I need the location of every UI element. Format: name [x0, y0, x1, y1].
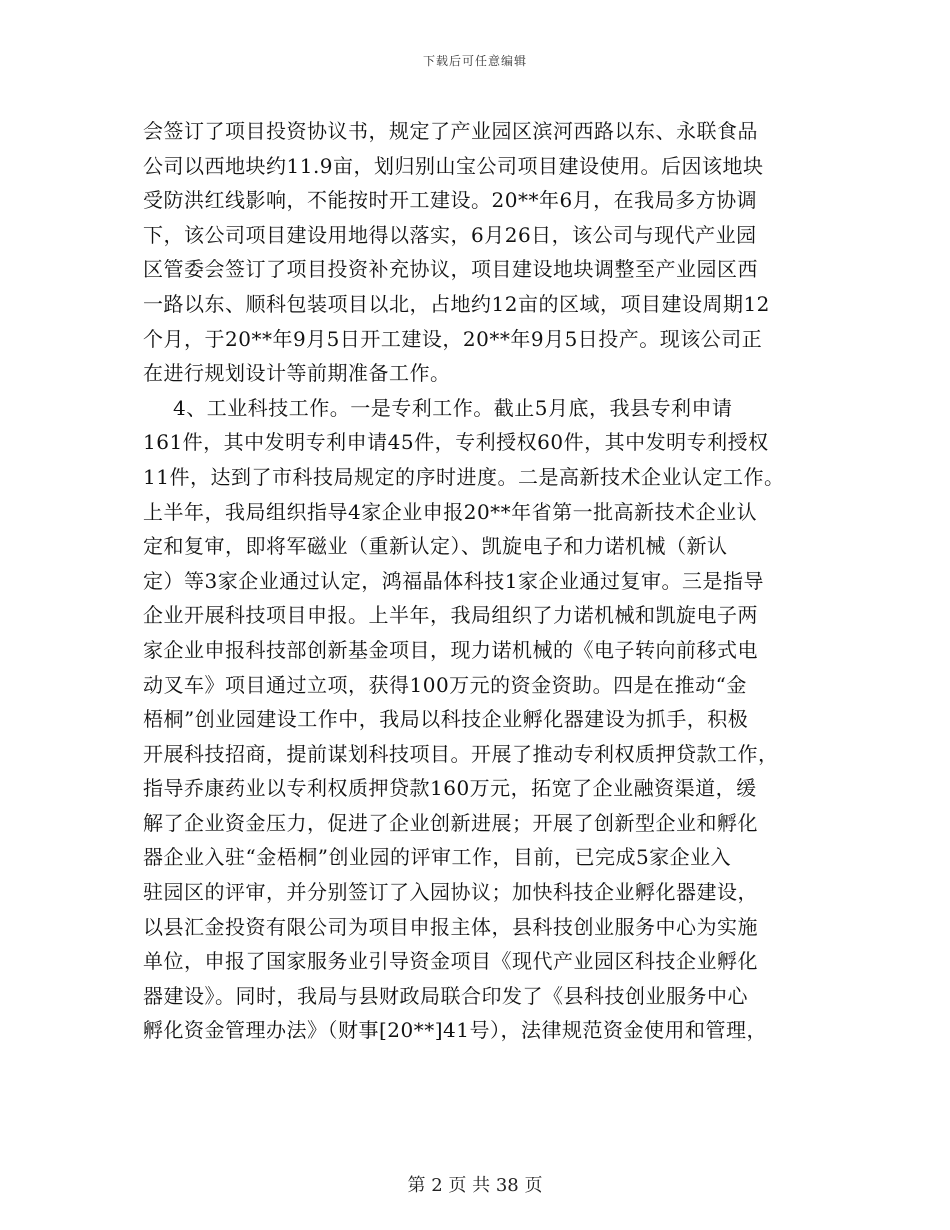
text-line: 区管委会签订了项目投资补充协议，项目建设地块调整至产业园区西	[143, 257, 758, 282]
text-line: 单位，申报了国家服务业引导资金项目《现代产业园区科技企业孵化	[143, 949, 758, 974]
text-line: 开展科技招商，提前谋划科技项目。开展了推动专利权质押贷款工作，	[143, 741, 779, 766]
document-body	[143, 114, 815, 1048]
text-line: 上半年，我局组织指导4家企业申报20**年省第一批高新技术企业认	[143, 499, 758, 524]
text-line: 驻园区的评审，并分别签订了入园协议；加快科技企业孵化器建设，	[143, 880, 758, 905]
text-line: 梧桐”创业园建设工作中，我局以科技企业孵化器建设为抓手，积极	[143, 707, 749, 732]
paragraph-project-land	[143, 114, 815, 391]
text-line: 以县汇金投资有限公司为项目申报主体，县科技创业服务中心为实施	[143, 914, 758, 939]
text-line: 定和复审，即将军磁业（重新认定）、凯旋电子和力诺机械（新认	[143, 534, 728, 559]
text-line: 指导乔康药业以专利权质押贷款160万元，拓宽了企业融资渠道，缓	[143, 776, 757, 801]
text-line: 一路以东、顺科包装项目以北，占地约12亩的区域，项目建设周期12	[143, 291, 770, 316]
text-line: 家企业申报科技部创新基金项目，现力诺机械的《电子转向前移式电	[143, 637, 758, 662]
text-line: 解了企业资金压力，促进了企业创新进展；开展了创新型企业和孵化	[143, 810, 758, 835]
text-line: 11件，达到了市科技局规定的序时进度。二是高新技术企业认定工作。	[143, 464, 785, 489]
text-line: 会签订了项目投资协议书，规定了产业园区滨河西路以东、永联食品	[143, 119, 758, 143]
text-line: 企业开展科技项目申报。上半年，我局组织了力诺机械和凯旋电子两	[143, 603, 758, 628]
paragraph-industrial-tech	[143, 391, 815, 1048]
text-line: 个月，于20**年9月5日开工建设，20**年9月5日投产。现该公司正	[143, 326, 763, 351]
text-line: 161件，其中发明专利申请45件，专利授权60件，其中发明专利授权	[143, 430, 769, 455]
text-line: 4、工业科技工作。一是专利工作。截止5月底，我县专利申请	[173, 395, 733, 420]
text-line: 受防洪红线影响，不能按时开工建设。20**年6月，在我局多方协调	[143, 188, 758, 213]
text-line: 动叉车》项目通过立项，获得100万元的资金资助。四是在推动“金	[143, 672, 747, 697]
text-line: 公司以西地块约11.9亩，划归别山宝公司项目建设使用。后因该地块	[143, 153, 764, 178]
text-line: 器建设》。同时，我局与县财政局联合印发了《县科技创业服务中心	[143, 983, 748, 1008]
text-line: 在进行规划设计等前期准备工作。	[143, 361, 451, 386]
text-line: 器企业入驻“金梧桐”创业园的评审工作，目前，已完成5家企业入	[143, 845, 732, 870]
text-line: 定）等3家企业通过认定，鸿福晶体科技1家企业通过复审。三是指导	[143, 568, 764, 593]
page-header-note: 下载后可任意编辑	[422, 54, 527, 68]
text-line: 下，该公司项目建设用地得以落实，6月26日，该公司与现代产业园	[143, 222, 757, 247]
page-number: 第 2 页 共 38 页	[407, 1175, 543, 1196]
text-line: 孵化资金管理办法》（财事[20**]41号），法律规范资金使用和管理，	[143, 1018, 768, 1043]
